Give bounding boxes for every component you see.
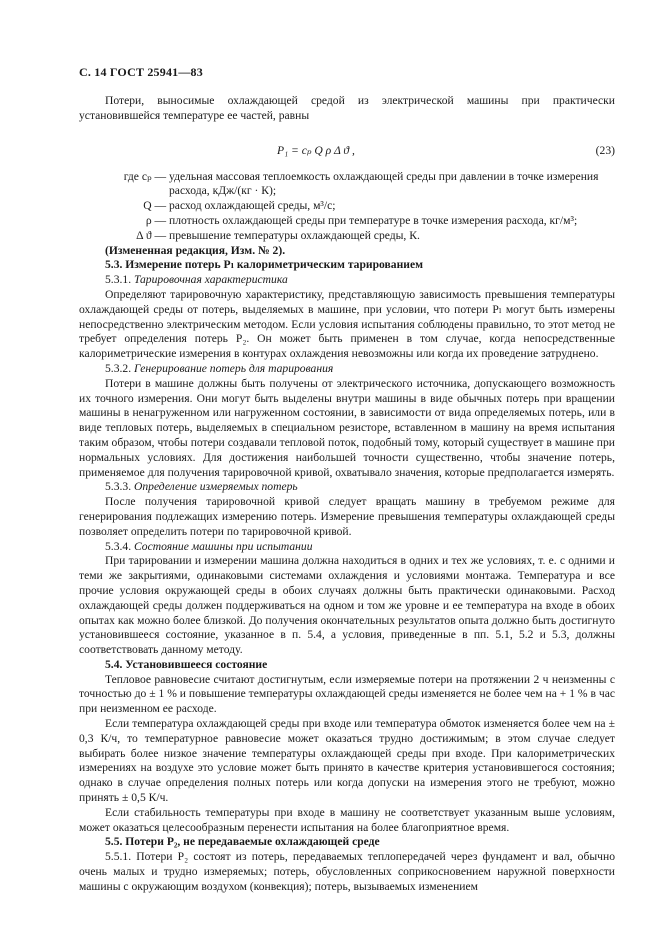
subsection-title: Состояние машины при испытании xyxy=(133,539,313,553)
definition-text: плотность охлаждающей среды при температуре в точке измерения расхода, кг/м³; xyxy=(169,213,578,227)
page-header: С. 14 ГОСТ 25941—83 xyxy=(79,65,203,79)
section-heading: 5.5. Потери P₂, не передаваемые охлаждающей среде xyxy=(105,835,380,849)
section-heading: 5.3. Измерение потерь Pₗ калориметрическим тарированием xyxy=(105,258,423,272)
formula-expression: P₁ = cₚ Q ρ Δ ϑ , xyxy=(277,143,355,157)
subsection-number: 5.3.2. xyxy=(105,361,134,375)
body-paragraph: Потери в машине должны быть получены от электрического источника, допускающего возможность их точного измерения. Они могут быть выделены внутри машины в виде обычных потерь при вращении машины в ненагруженном или нагруженном состоянии, в зависимости от вида определяемых потерь, или в виде тепловых потерь, выделяемых в специальном резисторе, вставленном в машину на время испытания таким образом, чтобы потери создавали тепловой поток, подобный тому, который существует в машине при нормальных условиях. Для достижения наибольшей точности существенно, чтобы значение потерь, применяемое для получения тарировочной кривой, охватывало значения, которые предполагается измерять. xyxy=(79,376,615,479)
subsection-heading xyxy=(79,480,615,495)
document-body xyxy=(79,94,615,895)
body-paragraph: 5.5.1. Потери P₂ состоят из потерь, передаваемых теплопередачей через фундамент и вал, обычно очень малых и трудно измеряемых; потерь, обусловленных соприкосновением наружной поверхности машины с окружающим воздухом (конвекция); потерь, вызываемых изменением xyxy=(79,850,615,893)
subsection-number: 5.3.3. xyxy=(105,480,134,494)
subsection-title: Определение измеряемых потерь xyxy=(133,480,298,494)
body-paragraph: Если стабильность температуры при входе в машину не соответствует указанным выше условиям, может оказаться целесообразным перенести испытания на более благоприятное время. xyxy=(79,805,615,834)
subsection-title: Генерирование потерь для тарирования xyxy=(133,361,334,375)
definition-text: расход охлаждающей среды, м³/с; xyxy=(169,199,336,213)
subsection-heading xyxy=(79,362,615,377)
definition-text: удельная массовая теплоемкость охлаждающей среды при давлении в точке измерения расхода, кДж/(кг · К); xyxy=(169,169,599,198)
definition-item xyxy=(79,214,615,229)
subsection-number: 5.3.4. xyxy=(105,539,134,553)
amendment-note: (Измененная редакция, Изм. № 2). xyxy=(105,243,286,257)
sections-container xyxy=(79,258,615,894)
body-paragraph: Тепловое равновесие считают достигнутым, если измеряемые потери на протяжении 2 ч неизменны с точностью до ± 1 % и повышение температуры охлаждающей среды изменяется не более чем на + 1 % в час при неизменном ее расходе. xyxy=(79,672,615,716)
subsection-title: Тарировочная характеристика xyxy=(133,273,288,287)
formula-number: (23) xyxy=(595,143,615,157)
definition-item xyxy=(79,170,615,200)
definition-item xyxy=(79,229,615,244)
subsection-heading xyxy=(79,540,615,555)
body-paragraph: Если температура охлаждающей среды при входе или температура обмоток изменяется более чем на ± 0,3 К/ч, то температурное равновесие может оказаться трудно достижимым; в этом случае следует выбирать более низкое значение температуры охлаждающей среды при входе. При калориметрических измерениях на воздухе это условие может быть принято в качестве критерия установившегося состояния; однако в случае определения полных потерь или когда допуски на измерения этого не требуют, можно принять ± 0,5 К/ч. xyxy=(79,717,615,805)
subsection-heading xyxy=(79,273,615,288)
definition-symbol: Q — xyxy=(143,199,169,213)
definition-symbol: где cₚ — xyxy=(123,169,169,183)
definitions-list xyxy=(79,170,615,244)
definition-text: превышение температуры охлаждающей среды, К. xyxy=(169,228,420,242)
body-paragraph: После получения тарировочной кривой следует вращать машину в требуемом режиме для генерирования подлежащих измерению потерь. Измерение превышения температуры охлаждающей среды позволяет определить потери по тарировочной кривой. xyxy=(79,495,615,538)
section-heading: 5.4. Установившееся состояние xyxy=(105,657,268,671)
subsection-number: 5.3.1. xyxy=(105,273,134,287)
definition-item xyxy=(79,199,615,214)
definition-symbol: ρ — xyxy=(145,213,169,227)
body-paragraph: При тарировании и измерении машина должна находиться в одних и тех же условиях, т. е. с одними и теми же закрытиями, одинаковыми системами охлаждения и условиями монтажа. Температура и все прочие условия окружающей среды в обоих случаях должны быть практически одинаковыми. Расход охлаждающей среды должен поддерживаться на одном и том же уровне и ее температура на входе в обоих опытах как можно более близкой. До получения окончательных результатов опыта должно быть достигнуто установившееся состояние, указанное в п. 5.4, а условия, приведенные в пп. 5.1, 5.2 и 5.3, должны соответствовать данному методу. xyxy=(79,554,615,657)
formula-23 xyxy=(79,140,615,162)
body-paragraph: Определяют тарировочную характеристику, представляющую зависимость превышения температуры охлаждающей среды от потерь, выделяемых в машине, при условии, что потери Pₗ могут быть измерены непосредственно электрическим методом. Если условия испытания соблюдены правильно, то этот метод не требует определения потерь P₂. Он может быть применен в том случае, когда непосредственные калориметрические измерения в контурах охлаждения невозможны или когда их проведение затруднено. xyxy=(79,287,615,361)
intro-paragraph: Потери, выносимые охлаждающей средой из электрической машины при практически установившейся температуре ее частей, равны xyxy=(79,94,615,122)
definition-symbol: Δ ϑ — xyxy=(136,228,169,242)
